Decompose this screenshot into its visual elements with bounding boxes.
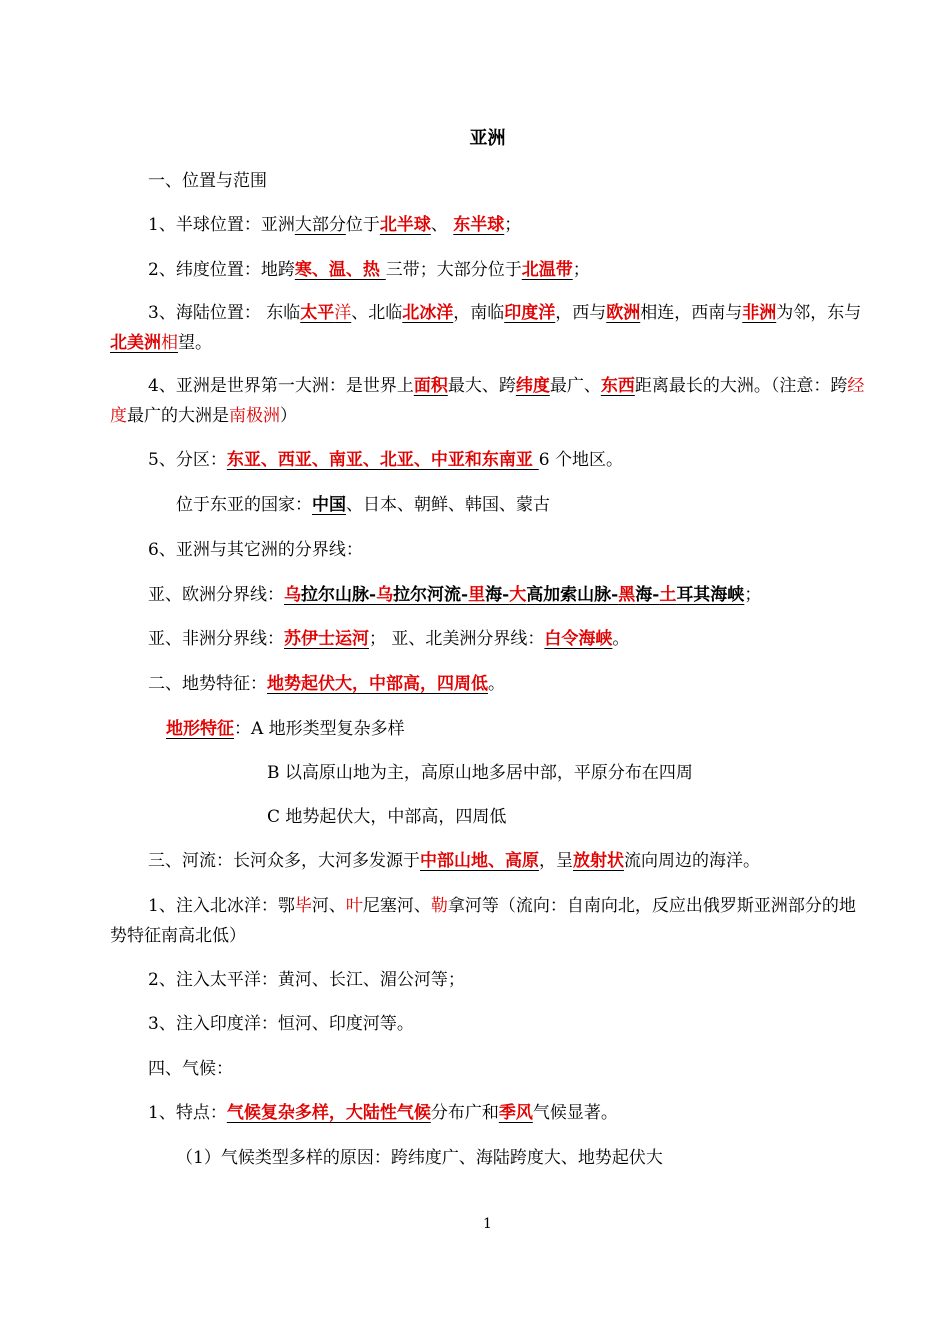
heading-location: 一、位置与范围 [148, 171, 267, 191]
line-sea-land: 3、海陆位置： 东临太平洋、北临北冰洋，南临印度洋，西与欧洲相连，西南与非洲为邻，东与北美洲相望。 [110, 303, 862, 353]
page-title: 亚洲 [469, 128, 506, 149]
line-arctic-rivers: 1、注入北冰洋：鄂毕河、叶尼塞河、勒拿河等（流向：自南向北，反应出俄罗斯亚洲部分的地势特征南高北低） [110, 896, 856, 946]
line-regions: 5、分区：东亚、西亚、南亚、北亚、中亚和东南亚 6 个地区。 [148, 450, 623, 470]
line-asia-africa-boundary: 亚、非洲分界线：苏伊士运河； 亚、北美洲分界线：白令海峡。 [148, 629, 630, 649]
line-terrain-features: 二、地势特征：地势起伏大，中部高，四周低。 [148, 674, 505, 694]
line-climate-reasons: （1）气候类型多样的原因：跨纬度广、海陆跨度大、地势起伏大 [176, 1148, 663, 1168]
line-climate-features: 1、特点：气候复杂多样，大陆性气候分布广和季风气候显著。 [148, 1103, 618, 1123]
line-landform-b: B 以高原山地为主，高原山地多居中部，平原分布在四周 [267, 763, 693, 783]
page-number: 1 [483, 1216, 492, 1232]
heading-climate: 四、气候： [148, 1059, 233, 1079]
line-rivers: 三、河流：长河众多，大河多发源于中部山地、高原，呈放射状流向周边的海洋。 [148, 851, 760, 871]
line-east-asia-countries: 位于东亚的国家：中国、日本、朝鲜、韩国、蒙古 [176, 495, 550, 515]
line-landform-a: 地形特征：A 地形类型复杂多样 [166, 719, 405, 739]
line-asia-europe-boundary: 亚、欧洲分界线：乌拉尔山脉-乌拉尔河流-里海-大高加索山脉-黑海-土耳其海峡； [148, 585, 762, 605]
line-indian-rivers: 3、注入印度洋：恒河、印度河等。 [148, 1014, 414, 1034]
line-boundaries-heading: 6、亚洲与其它洲的分界线： [148, 540, 363, 560]
line-latitude: 2、纬度位置：地跨寒、温、热 三带；大部分位于北温带； [148, 260, 590, 280]
line-landform-c: C 地势起伏大，中部高，四周低 [267, 807, 507, 827]
line-hemisphere: 1、半球位置：亚洲大部分位于北半球、 东半球； [148, 215, 522, 235]
line-pacific-rivers: 2、注入太平洋：黄河、长江、湄公河等； [148, 970, 465, 990]
line-largest-continent: 4、亚洲是世界第一大洲：是世界上面积最大、跨纬度最广、东西距离最长的大洲。（注意：跨经度最广的大洲是南极洲） [110, 376, 865, 426]
